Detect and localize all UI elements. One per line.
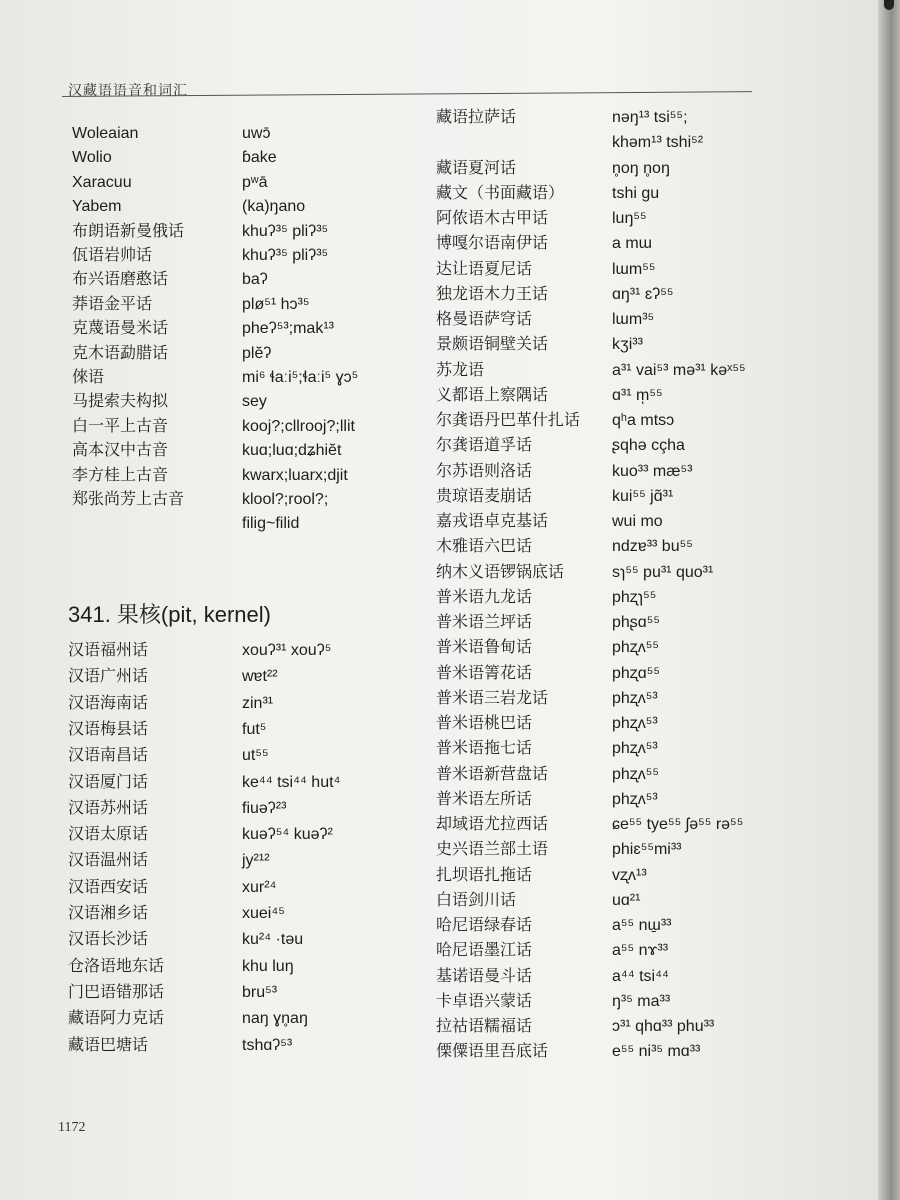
entry-label: 普米语左所话: [436, 790, 533, 808]
entry-label: 汉语苏州话: [68, 799, 149, 817]
entry-value: e⁵⁵ ni³⁵ mɑ³³: [612, 1043, 701, 1061]
entry-label: 藏语拉萨话: [436, 109, 517, 126]
book-spine-shadow: [878, 0, 900, 1200]
entry-label: 白一平上古音: [72, 417, 169, 435]
entry-label: 汉语海南话: [68, 694, 149, 712]
entry-value: pheʔ⁵³;mak¹³: [242, 320, 334, 338]
entry-value: uɑ²¹: [612, 891, 641, 909]
entry-value: ɔ³¹ qhɑ³³ phu³³: [612, 1018, 715, 1035]
entry-label: Xaracuu: [72, 173, 132, 191]
entry-label: 马提索夫构拟: [72, 393, 169, 411]
entry-label: 布兴语磨憨话: [72, 271, 169, 289]
entry-value: nəŋ¹³ tsi⁵⁵;: [612, 109, 688, 126]
entry-label: 木雅语六巴话: [436, 538, 533, 556]
entry-value: kuəʔ⁵⁴ kuəʔ²: [242, 826, 333, 844]
entry-label: 格曼语萨穹话: [436, 311, 533, 328]
entry-value: plĕʔ: [242, 344, 272, 362]
entry-label: 藏语巴塘话: [68, 1036, 149, 1054]
entry-value: ɑ³¹ m̩⁵⁵: [612, 386, 663, 404]
entry-label: 汉语湘乡话: [68, 905, 149, 922]
section-heading: 341. 果核(pit, kernel): [68, 602, 271, 627]
entry-value: lɯm⁵⁵: [612, 260, 656, 278]
entry-label: 普米语桃巴话: [436, 715, 533, 732]
entry-value: ndzɐ³³ bu⁵⁵: [612, 538, 693, 556]
running-header: 汉藏语语音和词汇: [68, 84, 188, 99]
entry-label: 汉语西安话: [68, 878, 149, 896]
entry-value: fiuəʔ²³: [242, 799, 287, 817]
entry-value: phʐɿ⁵⁵: [612, 588, 657, 606]
entry-label: 汉语长沙话: [68, 931, 149, 949]
entry-value: kuo³³ mæ⁵³: [612, 462, 693, 480]
entry-value: ku²⁴ ·təu: [242, 931, 304, 949]
entry-value: xouʔ³¹ xouʔ⁵: [242, 642, 332, 659]
entry-value: bru⁵³: [242, 983, 278, 1001]
entry-label: 莽语金平话: [72, 295, 153, 313]
entry-label: 却域语尤拉西话: [436, 816, 549, 833]
entry-value: phʐʌ⁵³: [612, 740, 658, 758]
entry-label: 纳木义语锣锅底话: [436, 563, 565, 581]
entry-label: 藏语阿力克话: [68, 1010, 165, 1028]
entry-value: mi⁶ ɬaːi⁵;ɬaːi⁵ ɣɔ⁵: [242, 369, 359, 386]
entry-value: tshɑʔ⁵³: [242, 1036, 293, 1054]
entry-value: wɐt²²: [242, 668, 278, 686]
entry-value: ɓake: [242, 149, 277, 167]
entry-value: naŋ ɣn̥aŋ: [242, 1010, 308, 1028]
entry-label: 贵琼语麦崩话: [436, 487, 533, 505]
entry-label: 仓洛语地东话: [68, 957, 165, 975]
entry-value: phʐʌ⁵³: [612, 790, 658, 808]
entry-label: 普米语九龙话: [436, 588, 533, 606]
entry-value: n̥oŋ n̥oŋ: [612, 159, 670, 177]
entry-label: 博嘎尔语南伊话: [436, 235, 549, 253]
entry-value: phʂɑ⁵⁵: [612, 614, 660, 631]
entry-label: 基诺语曼斗话: [436, 967, 533, 985]
entry-value: sɿ⁵⁵ pu³¹ quo³¹: [612, 563, 714, 581]
entry-label: 傈僳语里吾底话: [436, 1043, 549, 1061]
entry-value: kʒi³³: [612, 336, 643, 354]
entry-value: sey: [242, 393, 267, 411]
entry-value: phʐʌ⁵³: [612, 715, 658, 732]
entry-label: 普米语箐花话: [436, 664, 533, 682]
entry-label: 汉语温州话: [68, 852, 149, 870]
entry-label: 郑张尚芳上古音: [72, 491, 185, 508]
entry-value: phʐʌ⁵³: [612, 689, 658, 707]
entry-value: baʔ: [242, 271, 268, 289]
entry-value: pʷā: [242, 173, 268, 191]
entry-label: 克木语勐腊话: [72, 344, 169, 362]
entry-value: ɑŋ³¹ ɛʔ⁵⁵: [612, 285, 674, 303]
entry-value: ʂqhə cçha: [612, 437, 685, 455]
entry-label: 尔龚语道孚话: [436, 437, 533, 455]
entry-value: kui⁵⁵ jɑ̃³¹: [612, 487, 674, 505]
entry-label: Yabem: [72, 198, 122, 216]
entry-label: 苏龙语: [436, 361, 485, 379]
entry-value: lɯm³⁵: [612, 311, 655, 328]
entry-label: 景颇语铜壁关话: [436, 336, 549, 354]
entry-value: tshi gu: [612, 184, 660, 202]
entry-value: ɕe⁵⁵ tye⁵⁵ ʃə⁵⁵ rə⁵⁵: [612, 816, 744, 833]
entry-label: 白语剑川话: [436, 891, 517, 909]
entry-value: (ka)ŋano: [242, 198, 306, 216]
entry-label: 尔龚语丹巴革什扎话: [436, 412, 581, 429]
entry-label: 拉祜语糯福话: [436, 1018, 533, 1035]
entry-label: 普米语兰坪话: [436, 614, 533, 631]
entry-value: ke⁴⁴ tsi⁴⁴ hut⁴: [242, 773, 341, 791]
entry-label: 普米语新营盘话: [436, 765, 549, 783]
entry-label: 汉语南昌话: [68, 747, 149, 765]
entry-value: kwarx;luarx;djit: [242, 466, 348, 484]
entry-label: 普米语拖七话: [436, 740, 533, 758]
entry-value: khəm¹³ tshi⁵²: [612, 134, 704, 152]
entry-label: 卡卓语兴蒙话: [436, 992, 533, 1010]
entry-value: kooj?;cllrooj?;llit: [242, 417, 355, 435]
entry-value: ut⁵⁵: [242, 747, 269, 765]
entry-value: a mɯ: [612, 235, 652, 253]
entry-value: luŋ⁵⁵: [612, 210, 647, 227]
entry-value: phʐʌ⁵⁵: [612, 639, 660, 657]
entry-value: zin³¹: [242, 694, 274, 712]
entry-label: 门巴语错那话: [68, 983, 165, 1001]
entry-label: 独龙语木力王话: [436, 285, 549, 303]
entry-label: 尔苏语则洛话: [436, 462, 533, 480]
entry-label: 佤语岩帅话: [72, 247, 153, 264]
entry-value: kuɑ;luɑ;dʑhiĕt: [242, 442, 342, 460]
entry-label: 克蔑语曼米话: [72, 320, 169, 338]
entry-value: xur²⁴: [242, 878, 277, 896]
entry-label: 倈语: [72, 369, 105, 386]
entry-label: 哈尼语绿春话: [436, 917, 533, 934]
entry-value: klool?;rool?;: [242, 491, 329, 508]
entry-label: 达让语夏尼话: [436, 260, 533, 278]
entry-value: wui mo: [612, 513, 663, 530]
entry-label: 哈尼语墨江话: [436, 942, 533, 960]
entry-label: 藏语夏河话: [436, 159, 517, 177]
entry-value: qʰa mtsɔ: [612, 412, 675, 429]
entry-label: 扎坝语扎拖话: [436, 866, 533, 884]
entry-label: 史兴语兰部土语: [436, 841, 549, 859]
entry-value: plø⁵¹ hɔ³⁵: [242, 295, 310, 313]
entry-label: 普米语三岩龙话: [436, 689, 549, 707]
entry-value: phʐʌ⁵⁵: [612, 765, 660, 783]
entry-value: fut⁵: [242, 720, 267, 738]
page-number: 1172: [58, 1120, 86, 1135]
entry-label: 李方桂上古音: [72, 466, 169, 484]
entry-label: 藏文（书面藏语）: [436, 184, 565, 202]
entry-value: phʐɑ⁵⁵: [612, 664, 660, 682]
entry-value: a³¹ vai⁵³ mə³¹ kəˣ⁵⁵: [612, 361, 746, 379]
entry-value: phiɛ⁵⁵mi³³: [612, 841, 682, 859]
entry-label: 布朗语新曼俄话: [72, 222, 185, 240]
entry-label: 阿侬语木古甲话: [436, 210, 549, 227]
entry-label: 汉语广州话: [68, 668, 149, 686]
entry-label: 汉语厦门话: [68, 773, 149, 791]
entry-label: Wolio: [72, 149, 112, 167]
entry-value: khuʔ³⁵ pliʔ³⁵: [242, 222, 329, 240]
entry-label: 义都语上察隅话: [436, 386, 549, 404]
entry-value: jy²¹²: [242, 852, 270, 870]
entry-value: a⁴⁴ tsi⁴⁴: [612, 967, 669, 985]
entry-label: Woleaian: [72, 125, 139, 142]
entry-label: 汉语梅县话: [68, 720, 149, 738]
entry-value: filig~filid: [242, 515, 300, 533]
entry-label: 高本汉中古音: [72, 442, 169, 460]
entry-value: uwɔ̄: [242, 125, 271, 142]
entry-label: 汉语太原话: [68, 826, 149, 844]
entry-value: khu luŋ: [242, 957, 294, 975]
entry-label: 嘉戎语卓克基话: [436, 513, 549, 530]
entry-value: ŋ³⁵ ma³³: [612, 992, 671, 1010]
entry-value: vʐʌ¹³: [612, 866, 647, 884]
spine-marker: [884, 0, 894, 10]
entry-label: 普米语鲁甸话: [436, 639, 533, 657]
entry-label: 汉语福州话: [68, 642, 149, 659]
entry-value: xuei⁴⁵: [242, 905, 285, 922]
entry-value: a⁵⁵ nɤ³³: [612, 942, 669, 960]
entry-value: khuʔ³⁵ pliʔ³⁵: [242, 247, 329, 264]
entry-value: a⁵⁵ nɯ̱³³: [612, 917, 672, 934]
